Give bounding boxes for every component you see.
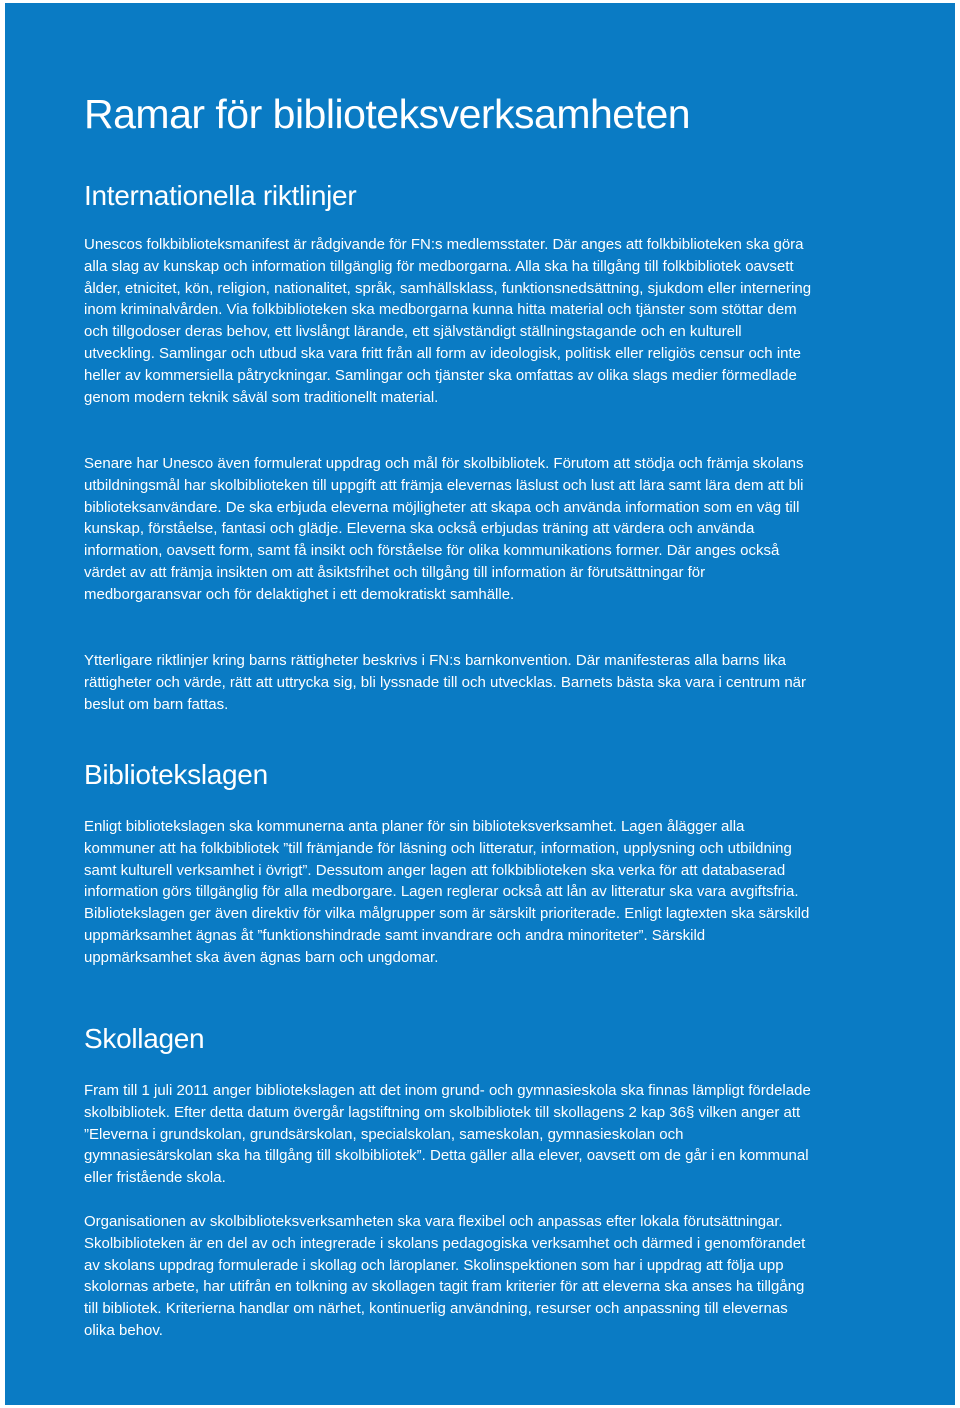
paragraph-skolbibliotek-uppdrag: Senare har Unesco även formulerat uppdrag och mål för skolbibliotek. Förutom att stödja och främja skolans utbildningsmål har skolbiblioteken till uppgift att främja elevernas läslust och lust att lära samt lära dem att bli biblioteksanvändare. De ska erbjuda eleverna möjligheter att skapa och använda information som en väg till kunskap, förståelse, fantasi och glädje. Eleverna ska också erbjudas träning att värdera och använda information, oavsett form, samt få insikt och förståelse för olika kommunikations former. Där anges också värdet av att främja insikten om att åsiktsfrihet och tillgång till information är förutsättningar för medborgaransvar och för delaktighet i ett demokratiskt samhälle.: [84, 455, 804, 603]
section-heading-bibliotekslagen: Bibliotekslagen: [84, 759, 268, 790]
paragraph-organisation-skolbibliotek: Organisationen av skolbiblioteksverksamheten ska vara flexibel och anpassas efter lokala förutsättningar. Skolbiblioteken är en del av och integrerade i skolans pedagogiska verksamhet och därmed i genomförandet av skolans uppdrag formulerade i skollag och läroplaner. Skolinspektionen som har i uppdrag att följa upp skolornas arbete, har utifrån en tolkning av skollagen tagit fram kriterier för att eleverna ska anses ha tillgång till bibliotek. Kriterierna handlar om närhet, kontinuerlig användning, resurser och anpassning till elevernas olika behov.: [84, 1213, 806, 1339]
document-page: [5, 3, 955, 1405]
section-heading-skollagen: Skollagen: [84, 1023, 205, 1054]
paragraph-bibliotekslagen: Enligt bibliotekslagen ska kommunerna anta planer för sin biblioteksverksamhet. Lagen ålägger alla kommuner att ha folkbibliotek ”till främjande för läsning och litteratur, information, upplysning och utbildning samt kulturell verksamhet i övrigt”. Dessutom anger lagen att folkbiblioteken ska verka för att databaserad information görs tillgänglig för alla medborgare. Lagen reglerar också att lån av litteratur ska vara avgiftsfria. Bibliotekslagen ger även direktiv för vilka målgrupper som är särskilt prioriterade. Enligt lagtexten ska särskild uppmärksamhet ägnas åt ”funktionshindrade samt invandrare och andra minoriteter”. Särskild uppmärksamhet ska även ägnas barn och ungdomar.: [84, 818, 810, 966]
section-heading-internationella-riktlinjer: Internationella riktlinjer: [84, 180, 357, 211]
paragraph-barnkonvention: Ytterligare riktlinjer kring barns rättigheter beskrivs i FN:s barnkonvention. Där manifesteras alla barns lika rättigheter och värde, rätt att uttrycka sig, bli lyssnade till och utvecklas. Barnets bästa ska vara i centrum när beslut om barn fattas.: [84, 652, 806, 713]
paragraph-skollagen-skolbibliotek: Fram till 1 juli 2011 anger bibliotekslagen att det inom grund- och gymnasieskola ska finnas lämpligt fördelade skolbibliotek. Efter detta datum övergår lagstiftning om skolbibliotek till skollagens 2 kap 36§ vilken anger att ”Eleverna i grundskolan, grundsärskolan, specialskolan, sameskolan, gymnasieskolan och gymnasiesärskolan ska ha tillgång till skolbibliotek”. Detta gäller alla elever, oavsett om de går i en kommunal eller fristående skola.: [84, 1082, 811, 1187]
paragraph-unesco-manifest: Unescos folkbiblioteksmanifest är rådgivande för FN:s medlemsstater. Där anges att folkbiblioteken ska göra alla slag av kunskap och information tillgänglig för medborgarna. Alla ska ha tillgång till folkbibliotek oavsett ålder, etnicitet, kön, religion, nationalitet, språk, samhällsklass, funktionsnedsättning, sjukdom eller internering inom kriminalvården. Via folkbiblioteken ska medborgarna kunna hitta material och tjänster som stöttar dem och tillgodoser deras behov, ett livslångt lärande, ett självständigt ställningstagande och en kulturell utveckling. Samlingar och utbud ska vara fritt från all form av ideologisk, politisk eller religiös censur och inte heller av kommersiella påtryckningar. Samlingar och tjänster ska omfattas av olika slags medier förmedlade genom modern teknik såväl som traditionellt material.: [84, 236, 812, 406]
page-title: Ramar för biblioteksverksamheten: [84, 91, 691, 137]
